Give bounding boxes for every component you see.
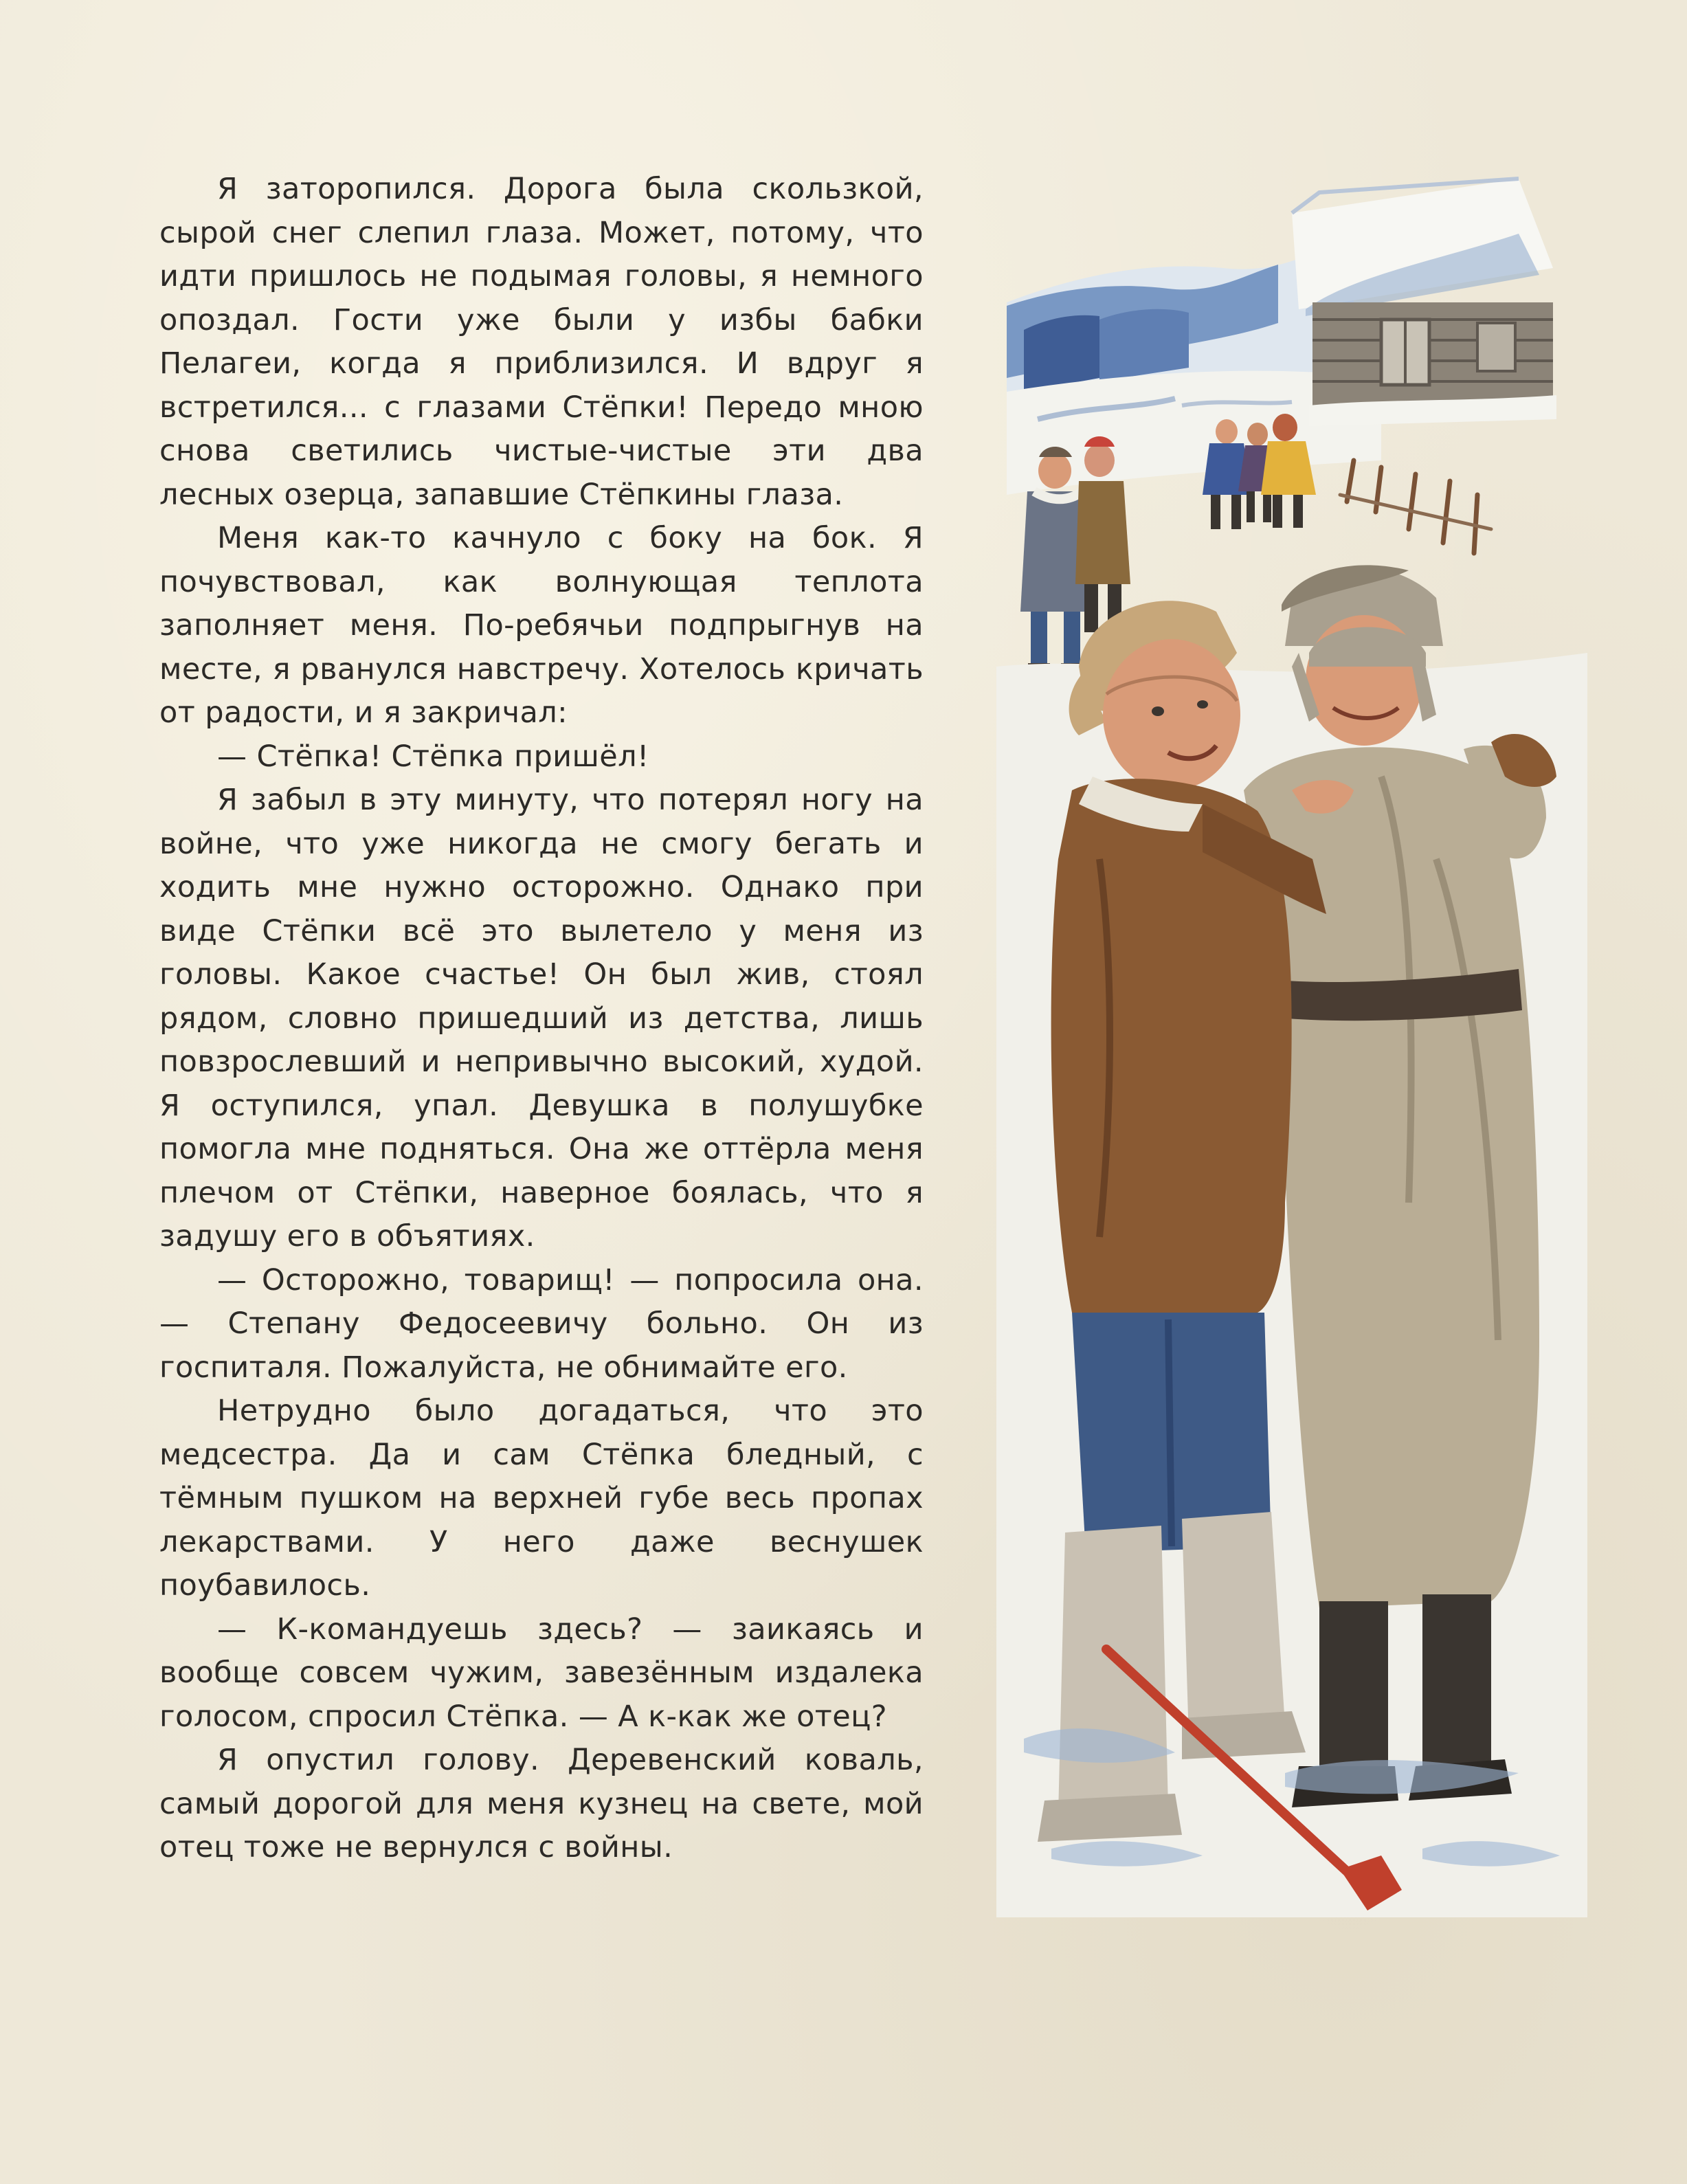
paragraph-6: Нетрудно было догадаться, что это медсестра. Да и сам Стёпка бледный, с тёмным пушком на верхней губе весь пропах лекарствами. У него даже веснушек поубавилось. bbox=[159, 1394, 924, 1603]
paragraph-3: — Стёпка! Стёпка пришёл! bbox=[217, 739, 649, 774]
paragraph-1: Я заторопился. Дорога была скользкой, сырой снег слепил глаза. Может, потому, что идти пришлось не подымая головы, я немного опоздал. Гости уже были у избы бабки Пелагеи, когда я приблизился. И вдруг я встретился... с глазами Стёпки! Передо мною снова светились чистые-чистые эти два лесных озерца, запавшие Стёпкины глаза. bbox=[159, 172, 924, 512]
village-house bbox=[1292, 179, 1556, 426]
story-text bbox=[159, 168, 924, 1870]
paragraph-5: — Осторожно, товарищ! — попросила она. — Степану Федосеевичу больно. Он из госпиталя. Пожалуйста, не обнимайте его. bbox=[159, 1262, 924, 1385]
fence bbox=[1340, 460, 1491, 553]
paragraph-4: Я забыл в эту минуту, что потерял ногу на войне, что уже никогда не смогу бегать и ходить мне нужно осторожно. Однако при виде Стёпки всё это вылетело у меня из головы. Какое счастье! Он был жив, стоял рядом, словно пришедший из детства, лишь повзрослевший и непривычно высокий, худой. Я оступился, упал. Девушка в полушубке помогла мне подняться. Она же оттёрла меня плечом от Стёпки, наверное боялась, что я задушу его в объятиях. bbox=[159, 783, 924, 1253]
illustration-svg bbox=[996, 172, 1587, 1917]
paragraph-8: Я опустил голову. Деревенский коваль, самый дорогой для меня кузнец на свете, мой отец тоже не вернулся с войны. bbox=[159, 1743, 924, 1864]
paragraph-7: — К-командуешь здесь? — заикаясь и вообще совсем чужим, завезённым издалека голосом, спросил Стёпка. — А к-как же отец? bbox=[159, 1612, 924, 1734]
paragraph-2: Меня как-то качнуло с боку на бок. Я почувствовал, как волнующая теплота заполняет меня. По-ребячьи подпрыгнув на месте, я рванулся навстречу. Хотелось кричать от радости, и я закричал: bbox=[159, 521, 924, 730]
illustration bbox=[996, 172, 1587, 1917]
